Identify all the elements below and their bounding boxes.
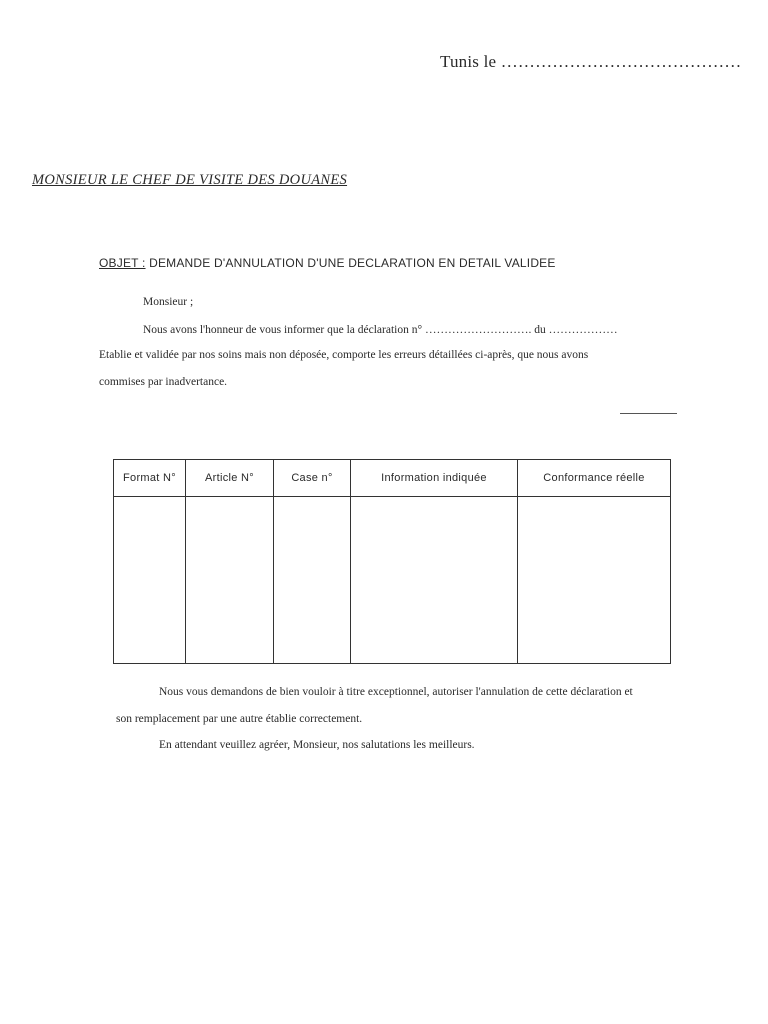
header-case: Case n° xyxy=(274,460,351,497)
cell-conformance[interactable] xyxy=(518,497,671,664)
object-line xyxy=(99,256,556,270)
header-information: Information indiquée xyxy=(351,460,518,497)
divider xyxy=(620,413,677,414)
closing-line-2: son remplacement par une autre établie correctement. xyxy=(116,713,363,725)
errors-table xyxy=(113,459,671,664)
closing-line-3: En attendant veuillez agréer, Monsieur, nos salutations les meilleurs. xyxy=(159,739,475,751)
object-label: OBJET : xyxy=(99,256,146,270)
cell-case[interactable] xyxy=(274,497,351,664)
header-format: Format N° xyxy=(114,460,186,497)
table-header-row xyxy=(114,460,671,497)
header-conformance: Conformance réelle xyxy=(518,460,671,497)
recipient-heading: MONSIEUR LE CHEF DE VISITE DES DOUANES xyxy=(32,172,348,188)
date-line: Tunis le …………………………………… xyxy=(440,52,742,71)
object-text: DEMANDE D'ANNULATION D'UNE DECLARATION EN DETAIL VALIDEE xyxy=(149,256,556,270)
cell-format[interactable] xyxy=(114,497,186,664)
table-row xyxy=(114,497,671,664)
closing-line-1: Nous vous demandons de bien vouloir à titre exceptionnel, autoriser l'annulation de cette déclaration et xyxy=(159,686,633,698)
cell-article[interactable] xyxy=(186,497,274,664)
body-line-3: commises par inadvertance. xyxy=(99,376,228,388)
header-article: Article N° xyxy=(186,460,274,497)
body-line-1: Nous avons l'honneur de vous informer que la déclaration n° ………………………. du ……………… xyxy=(143,324,618,336)
body-line-2: Etablie et validée par nos soins mais non déposée, comporte les erreurs détaillées ci-après, que nous avons xyxy=(99,349,589,361)
salutation: Monsieur ; xyxy=(143,296,194,308)
cell-information[interactable] xyxy=(351,497,518,664)
